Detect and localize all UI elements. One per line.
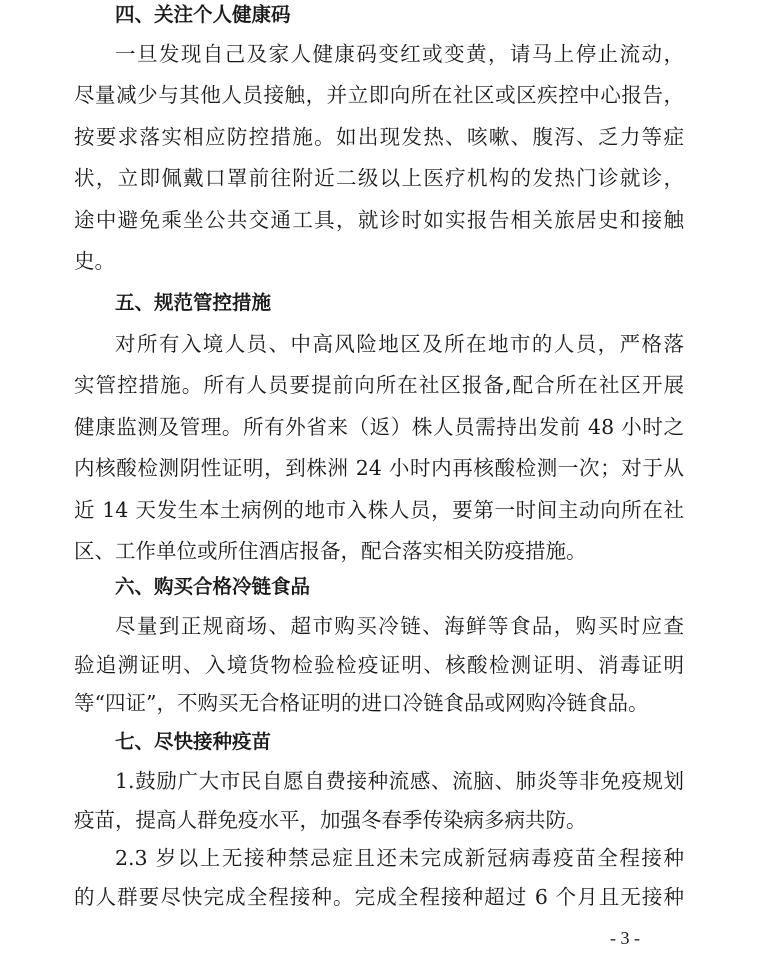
section-heading: 七、尽快接种疫苗	[115, 730, 272, 753]
paragraph-line: 史。	[74, 249, 115, 273]
paragraph-line: 等“四证”，不购买无合格证明的进口冷链食品或网购冷链食品。	[74, 691, 649, 715]
paragraph-line: 健康监测及管理。所有外省来（返）株人员需持出发前 48 小时之	[74, 415, 684, 439]
paragraph-line: 疫苗，提高人群免疫水平，加强冬春季传染病多病共防。	[74, 808, 587, 832]
paragraph-line: 尽量减少与其他人员接触，并立即向所在社区或区疾控中心报告，	[74, 83, 684, 107]
page-number: - 3 -	[610, 928, 640, 948]
paragraph-line: 1.鼓励广大市民自愿自费接种流感、流脑、肺炎等非免疫规划	[115, 769, 684, 793]
section-heading: 五、规范管控措施	[115, 291, 272, 314]
paragraph-line: 2.3 岁以上无接种禁忌症且还未完成新冠病毒疫苗全程接种	[115, 846, 684, 870]
paragraph-line: 区、工作单位或所住酒店报备，配合落实相关防疫措施。	[74, 539, 587, 563]
paragraph-line: 尽量到正规商场、超市购买冷链、海鲜等食品，购买时应查	[115, 614, 684, 638]
paragraph-line: 实管控措施。所有人员要提前向所在社区报备,配合所在社区开展	[74, 373, 684, 397]
paragraph-line: 状，立即佩戴口罩前往附近二级以上医疗机构的发热门诊就诊，	[74, 166, 684, 190]
paragraph-line: 一旦发现自己及家人健康码变红或变黄，请马上停止流动，	[115, 42, 684, 66]
section-heading: 六、购买合格冷链食品	[115, 575, 311, 598]
paragraph-line: 内核酸检测阴性证明，到株洲 24 小时内再核酸检测一次；对于从	[74, 456, 684, 480]
paragraph-line: 对所有入境人员、中高风险地区及所在地市的人员，严格落	[115, 332, 684, 356]
paragraph-line: 验追溯证明、入境货物检验检疫证明、核酸检测证明、消毒证明	[74, 653, 684, 677]
paragraph-line: 近 14 天发生本土病例的地市入株人员，要第一时间主动向所在社	[74, 498, 684, 522]
section-heading: 四、关注个人健康码	[115, 3, 291, 26]
paragraph-line: 的人群要尽快完成全程接种。完成全程接种超过 6 个月且无接种	[74, 885, 684, 909]
paragraph-line: 按要求落实相应防控措施。如出现发热、咳嗽、腹泻、乏力等症	[74, 125, 684, 149]
paragraph-line: 途中避免乘坐公共交通工具，就诊时如实报告相关旅居史和接触	[74, 208, 684, 232]
